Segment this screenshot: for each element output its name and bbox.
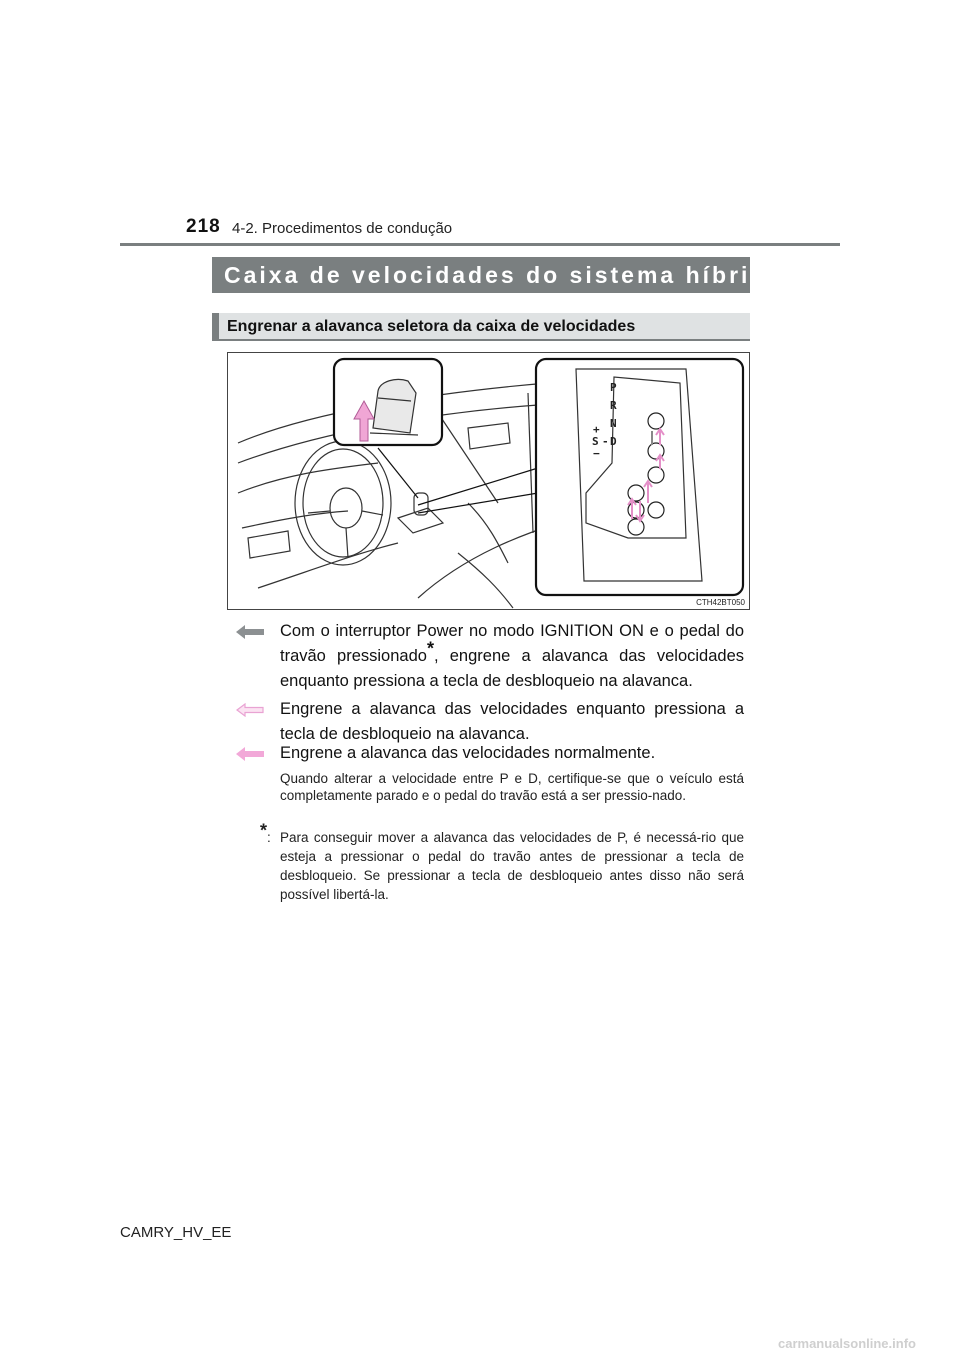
figure-code: CTH42BT050 <box>696 598 745 607</box>
footnote <box>260 820 744 904</box>
legend-item-outline-pink <box>236 697 756 747</box>
cabin-drawing <box>228 353 749 609</box>
legend-text-1: Com o interruptor Power no modo IGNITION ON e o pedal do travão pressionado*, engrene a alavanca das velocidades enquanto pressiona a tecla de desbloqueio na alavanca. <box>280 622 745 690</box>
gate-label-r: R <box>610 399 617 412</box>
shift-label-plus: + <box>593 423 600 436</box>
caution-note: Quando alterar a velocidade entre P e D, certifique-se que o veículo está completamente parado e o pedal do travão está a ser pressio-nado. <box>280 771 744 803</box>
gate-label-p: P <box>610 381 617 394</box>
model-code: CAMRY_HV_EE <box>120 1224 232 1241</box>
legend-item-solid-pink <box>236 741 756 766</box>
gate-label-n: N <box>610 417 617 430</box>
shift-label-s: S <box>592 435 599 448</box>
shift-lever-illustration <box>227 352 750 610</box>
page-number: 218 <box>186 216 221 237</box>
gate-label-d: D <box>610 435 617 448</box>
solid-gray-arrow-icon <box>236 625 264 639</box>
legend-text-3: Engrene a alavanca das velocidades normalmente. <box>280 744 656 762</box>
section-path: 4-2. Procedimentos de condução <box>232 220 453 237</box>
shift-gate-inset <box>536 359 743 595</box>
watermark: carmanualsonline.info <box>778 1336 916 1351</box>
subsection-title: Engrenar a alavanca seletora da caixa de velocidades <box>212 313 750 341</box>
legend-text-2: Engrene a alavanca das velocidades enquanto pressiona a tecla de desbloqueio na alavanca. <box>280 700 744 743</box>
section-title: Caixa de velocidades do sistema híbrido <box>212 257 750 293</box>
footnote-marker: *: <box>260 820 271 845</box>
legend-item-solid-gray <box>236 619 756 694</box>
footnote-text: Para conseguir mover a alavanca das velocidades de P, é necessá-rio que esteja a pressionar o pedal do travão antes de pressionar a tecla de desbloqueio. Se pressionar a tecla de desbloqueio antes disso não será possível libertá-la. <box>280 830 744 902</box>
shift-label-minus: − <box>593 447 600 460</box>
shift-label-dash: - <box>602 435 609 448</box>
outline-pink-arrow-icon <box>236 703 264 717</box>
header-rule <box>120 243 840 246</box>
solid-pink-arrow-icon <box>236 747 264 761</box>
